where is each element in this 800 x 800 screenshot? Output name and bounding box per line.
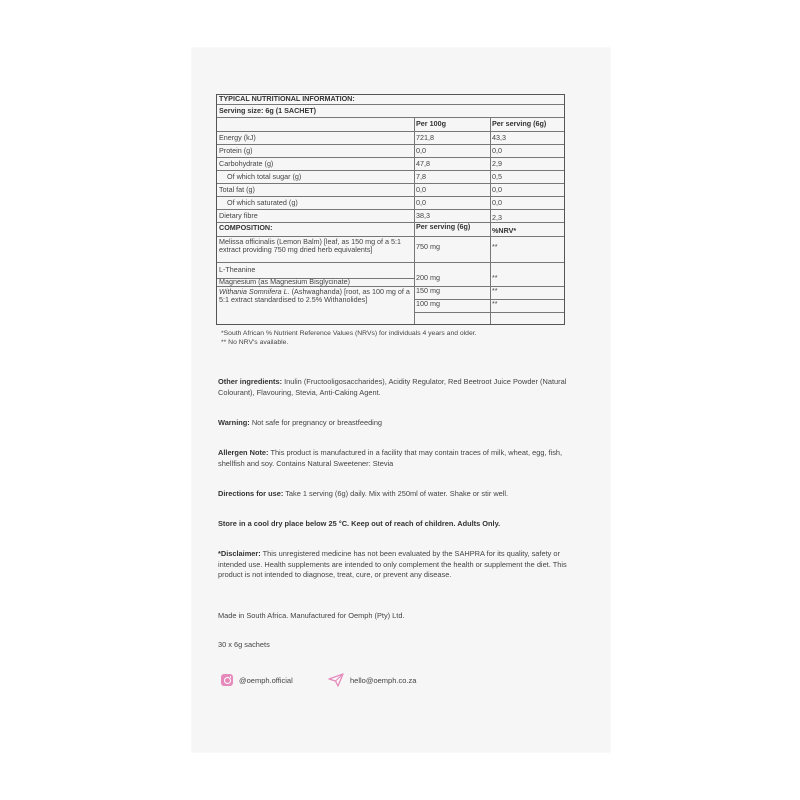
footnote-line: ** No NRV's available. (221, 338, 289, 346)
nrv-footnotes (221, 330, 477, 348)
composition-row (217, 274, 564, 287)
nutrient-row (217, 145, 564, 158)
nutrient-row (217, 171, 564, 184)
composition-label: (Ashwaghanda) [root, as 100 mg of a 5:1 extract standardised to 2.5% Withanolides] (219, 288, 410, 305)
allergen-note (218, 448, 578, 469)
nutrient-perserving: 0,0 (492, 199, 502, 207)
nutrient-label: Energy (kJ) (219, 134, 256, 142)
storage-note: Store in a cool dry place below 25 °C. Keep out of reach of children. Adults Only. (218, 519, 501, 528)
composition-amount: 750 mg (416, 243, 440, 251)
nutrient-row (217, 184, 564, 197)
composition-amount: 200 mg (416, 274, 440, 282)
col-perserving-header: Per serving (6g) (492, 120, 547, 128)
composition-row (217, 287, 564, 305)
nutrition-title-row (217, 95, 564, 105)
nutrient-per100: 0,0 (416, 186, 426, 194)
nutrient-perserving: 43,3 (492, 134, 506, 142)
nutrient-per100: 38,3 (416, 212, 430, 220)
allergen-label: Allergen Note: (218, 448, 269, 457)
warning-text: Not safe for pregnancy or breastfeeding (251, 418, 383, 427)
composition-amount: 100 mg (414, 300, 490, 313)
serving-size-row (217, 105, 564, 118)
composition-nrv: ** (492, 243, 498, 251)
disclaimer-text: This unregistered medicine has not been evaluated by the SAHPRA for its quality, safety or intended use. Health supplements are intended to only complement the health or supplement the diet. This product is not intended to diagnose, treat, cure, or prevent any disease. (218, 549, 567, 580)
nutrient-perserving: 0,0 (492, 147, 502, 155)
composition-label: Magnesium (as Magnesium Bisglycinate) (219, 278, 351, 286)
nutrient-row (217, 132, 564, 145)
composition-row (217, 237, 564, 263)
column-divider (490, 118, 491, 324)
nutrient-per100: 7,8 (416, 173, 426, 181)
composition-nrv: ** (492, 274, 498, 282)
nutrition-table (216, 94, 565, 325)
column-divider (414, 118, 415, 324)
footnote-line: *South African % Nutrient Reference Values (NRVs) for individuals 4 years and older. (221, 330, 477, 337)
nutrient-per100: 0,0 (416, 199, 426, 207)
composition-nrv-header: %NRV* (492, 227, 517, 235)
nutrient-label: Carbohydrate (g) (219, 160, 274, 168)
serving-size: Serving size: 6g (1 SACHET) (219, 107, 317, 115)
email-contact[interactable] (328, 673, 416, 687)
composition-title: COMPOSITION: (219, 224, 273, 232)
composition-nrv: ** (490, 300, 564, 313)
nutrient-perserving: 2,3 (492, 214, 502, 222)
disclaimer (218, 549, 578, 581)
nutrition-header-row (217, 118, 564, 132)
warning-label: Warning: (218, 418, 250, 427)
nutrient-per100: 47,8 (416, 160, 430, 168)
other-ingredients-label: Other ingredients: (218, 377, 283, 386)
composition-label: Melissa officinalis (Lemon Balm) [leaf, as 150 mg of a 5:1 extract providing 750 mg dried herb equivalents] (219, 238, 402, 255)
email-text: hello@oemph.co.za (350, 675, 417, 685)
composition-header-row (217, 223, 564, 237)
nutrient-perserving: 2,9 (492, 160, 502, 168)
directions (218, 489, 578, 500)
allergen-text: This product is manufactured in a facility that may contain traces of milk, wheat, egg, fish, shellfish and soy. Contains Natural Sweetener: Stevia (218, 448, 563, 468)
nutrient-per100: 721,8 (416, 134, 434, 142)
pack-size: 30 x 6g sachets (218, 640, 270, 649)
nutrient-perserving: 0,0 (492, 186, 502, 194)
other-ingredients-text: Inulin (Fructooligosaccharides), Acidity Regulator, Red Beetroot Juice Powder (Natural Colourant), Flavouring, Stevia, Anti-Caking Agent. (218, 377, 567, 397)
paper-plane-icon (328, 673, 344, 687)
instagram-handle[interactable] (221, 673, 293, 687)
col-per100-header: Per 100g (416, 120, 446, 128)
warning (218, 418, 578, 429)
nutrient-label: Protein (g) (219, 147, 253, 155)
nutrient-row (217, 158, 564, 171)
disclaimer-label: *Disclaimer: (218, 549, 261, 558)
nutrient-per100: 0,0 (416, 147, 426, 155)
instagram-icon (221, 674, 233, 686)
made-in: Made in South Africa. Manufactured for Oemph (Pty) Ltd. (218, 611, 405, 620)
other-ingredients (218, 377, 578, 398)
nutrient-label: Of which total sugar (g) (227, 173, 302, 181)
nutrient-row (217, 210, 564, 223)
directions-label: Directions for use: (218, 489, 284, 498)
nutrient-perserving: 0,5 (492, 173, 502, 181)
nutrient-label: Of which saturated (g) (227, 199, 298, 207)
composition-nrv: ** (490, 287, 564, 300)
composition-amount: 150 mg (414, 287, 490, 300)
directions-text: Take 1 serving (6g) daily. Mix with 250ml of water. Shake or stir well. (285, 489, 509, 498)
composition-row (217, 300, 564, 313)
composition-label: L-Theanine (217, 266, 414, 279)
nutrient-label: Total fat (g) (219, 186, 255, 194)
nutrient-row (217, 197, 564, 210)
composition-label-italic: Withania Somnifera L. (219, 288, 290, 296)
nutrition-title: TYPICAL NUTRITIONAL INFORMATION: (219, 95, 355, 103)
nutrient-label: Dietary fibre (219, 212, 258, 220)
instagram-text: @oemph.official (239, 675, 293, 685)
composition-perserving-header: Per serving (6g) (416, 223, 471, 231)
